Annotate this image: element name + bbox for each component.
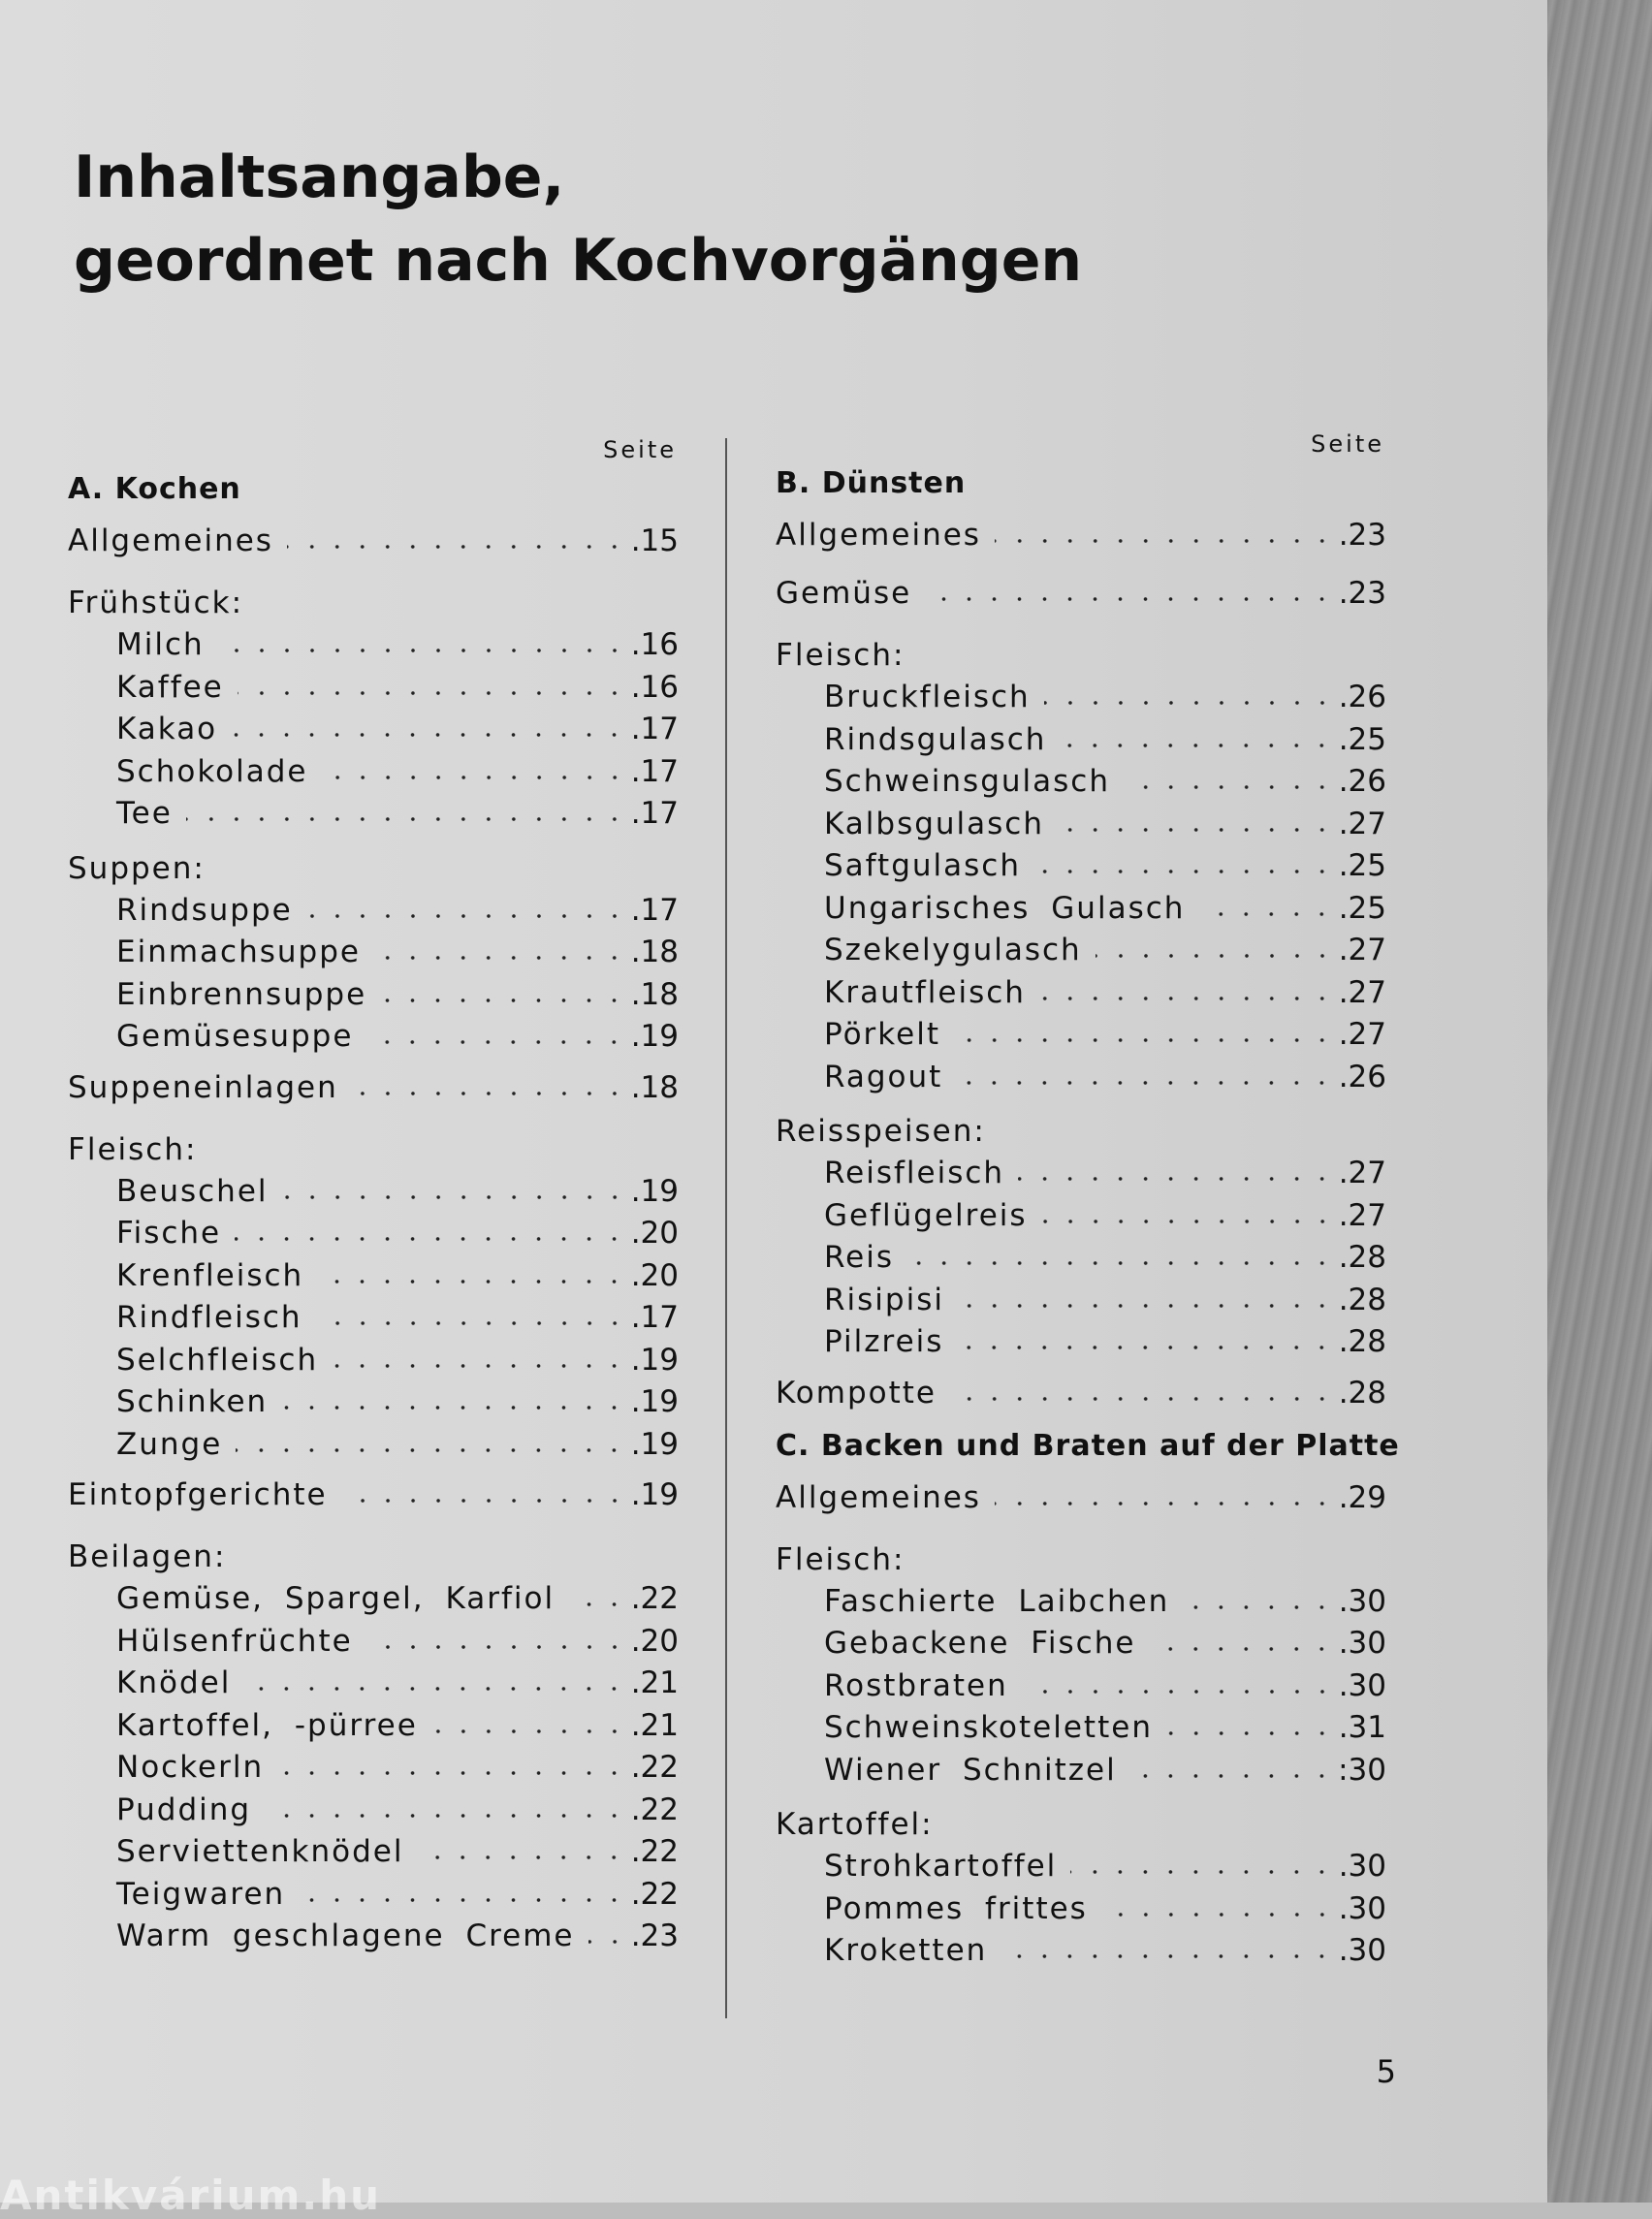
entry-page: .17 — [630, 892, 679, 928]
toc-entry — [776, 1014, 1386, 1057]
dot-leader — [1130, 1772, 1334, 1780]
dot-leader — [1058, 826, 1335, 834]
toc-entry — [68, 1297, 679, 1340]
dot-leader — [366, 1643, 627, 1651]
page-number: 5 — [1376, 2053, 1396, 2090]
toc-entry — [776, 677, 1386, 719]
entry-page: .26 — [1338, 1059, 1386, 1094]
entry-page: .22 — [630, 1834, 679, 1869]
entry-page: .20 — [630, 1623, 679, 1659]
entry-label: Teigwaren — [116, 1876, 286, 1912]
dot-leader — [306, 912, 627, 920]
toc-entry — [776, 719, 1386, 762]
entry-label: Pudding — [116, 1791, 252, 1827]
entry-page: .19 — [630, 1342, 679, 1378]
toc-group-reisspeisen — [776, 1110, 1386, 1364]
toc-entry — [68, 1213, 679, 1255]
entry-page: .17 — [630, 796, 679, 831]
entry-label: Suppeneinlagen — [68, 1069, 338, 1105]
dot-leader — [277, 1769, 627, 1777]
entry-label: Kompotte — [776, 1375, 937, 1411]
watermark: Antikvárium.hu — [0, 2171, 382, 2219]
entry-page: .22 — [630, 1581, 679, 1616]
entry-page: .30 — [1338, 1583, 1386, 1619]
toc-group-suppen — [68, 847, 679, 1059]
toc-entry — [776, 1237, 1386, 1280]
entry-label: Wiener Schnitzel — [824, 1752, 1117, 1788]
group-label: Reisspeisen: — [776, 1114, 986, 1149]
dot-leader — [954, 1036, 1335, 1044]
toc-group-fleisch — [776, 1538, 1386, 1792]
entry-label: Knödel — [116, 1665, 232, 1700]
toc-entry — [776, 972, 1386, 1015]
entry-label: Krautfleisch — [824, 974, 1026, 1010]
toc-entry — [776, 1469, 1386, 1527]
entry-label: Kaffee — [116, 669, 224, 705]
dot-leader — [231, 731, 627, 739]
entry-page: .19 — [630, 1019, 679, 1054]
entry-page: .25 — [1338, 848, 1386, 883]
entry-label: Allgemeines — [68, 523, 273, 558]
entry-page: .17 — [630, 1300, 679, 1335]
entry-label: Strohkartoffel — [824, 1849, 1058, 1884]
toc-entry — [776, 564, 1386, 622]
toc-entry — [68, 1255, 679, 1298]
toc-entry — [776, 1280, 1386, 1322]
group-label: Fleisch: — [776, 1541, 905, 1577]
table-surface — [1547, 0, 1652, 2203]
entry-label: Schokolade — [116, 753, 308, 789]
dot-leader — [235, 1235, 627, 1243]
entry-page: .26 — [1338, 680, 1386, 714]
dot-leader — [925, 595, 1335, 603]
entry-label: Saftgulasch — [824, 848, 1021, 883]
entry-label: Pommes frittes — [824, 1890, 1088, 1926]
dot-leader — [265, 1812, 627, 1820]
entry-label: Geflügelreis — [824, 1197, 1028, 1233]
toc-entry — [68, 1059, 679, 1117]
entry-label: Hülsenfrüchte — [116, 1623, 353, 1659]
entry-label: Gemüsesuppe — [116, 1019, 354, 1054]
entry-label: Szekelygulasch — [824, 933, 1082, 967]
toc-entry — [68, 512, 679, 570]
entry-page: :30 — [1338, 1752, 1386, 1788]
dot-leader — [1096, 952, 1335, 960]
toc-entry — [776, 888, 1386, 931]
entry-label: Rindsuppe — [116, 892, 293, 928]
entry-page: .20 — [630, 1216, 679, 1251]
entry-page: .29 — [1338, 1479, 1386, 1515]
entry-label: Eintopfgerichte — [68, 1477, 328, 1512]
group-label: Fleisch: — [68, 1131, 198, 1167]
entry-label: Pilzreis — [824, 1324, 944, 1359]
entry-page: .19 — [630, 1173, 679, 1209]
dot-leader — [317, 1278, 627, 1285]
entry-label: Zunge — [116, 1426, 223, 1462]
toc-entry — [776, 1665, 1386, 1708]
section-heading-c: C. Backen und Braten auf der Platte — [776, 1428, 1400, 1463]
toc-entry — [68, 974, 679, 1017]
dot-leader — [907, 1259, 1335, 1267]
entry-label: Kartoffel, -pürree — [116, 1707, 418, 1743]
dot-leader — [417, 1854, 626, 1861]
toc-entry — [68, 1916, 679, 1958]
left-column — [68, 434, 679, 1958]
entry-page: .18 — [630, 935, 679, 969]
entry-page: .30 — [1338, 1667, 1386, 1703]
toc-entry — [68, 1705, 679, 1748]
toc-entry — [776, 761, 1386, 804]
entry-label: Schinken — [116, 1384, 269, 1419]
entry-label: Warm geschlagene Creme — [116, 1918, 575, 1953]
entry-label: Rindfleisch — [116, 1300, 302, 1335]
entry-label: Gemüse, Spargel, Karfiol — [116, 1581, 556, 1616]
entry-page: .20 — [630, 1257, 679, 1293]
entry-page: .30 — [1338, 1890, 1386, 1926]
entry-page: .23 — [1338, 576, 1386, 611]
title-line-2: geordnet nach Kochvorgängen — [74, 227, 1083, 295]
entry-page: .22 — [630, 1750, 679, 1785]
dot-leader — [322, 774, 627, 781]
entry-label: Einmachsuppe — [116, 935, 361, 969]
toc-entry — [68, 709, 679, 751]
dot-leader — [1034, 868, 1335, 875]
toc-group-fleisch — [68, 1128, 679, 1467]
entry-page: .23 — [630, 1918, 679, 1953]
entry-page: .15 — [630, 523, 679, 558]
toc-entry — [68, 1831, 679, 1874]
toc-entry — [68, 1790, 679, 1832]
entry-label: Risipisi — [824, 1282, 944, 1317]
toc-group-fruehstueck — [68, 582, 679, 836]
dot-leader — [1198, 910, 1334, 918]
entry-page: .31 — [1338, 1710, 1386, 1745]
group-label: Fleisch: — [776, 638, 905, 673]
section-heading-b: B. Dünsten — [776, 466, 967, 500]
dot-leader — [244, 1685, 626, 1693]
toc-entry — [776, 1195, 1386, 1238]
toc-entry — [68, 932, 679, 974]
entry-label: Serviettenknödel — [116, 1834, 404, 1869]
toc-entry — [68, 1663, 679, 1705]
entry-page: .22 — [630, 1791, 679, 1827]
dot-leader — [236, 1446, 626, 1454]
entry-page: .18 — [630, 1069, 679, 1105]
toc-entry — [776, 804, 1386, 846]
toc-entry — [776, 1750, 1386, 1792]
dot-leader — [995, 1500, 1335, 1507]
page-title — [74, 136, 1082, 302]
entry-page: .27 — [1338, 1017, 1386, 1052]
toc-entry — [68, 793, 679, 836]
toc-entry — [68, 1340, 679, 1382]
toc-entry — [776, 1581, 1386, 1624]
entry-label: Fische — [116, 1216, 222, 1251]
toc-entry — [68, 1424, 679, 1467]
entry-page: .27 — [1338, 1197, 1386, 1233]
entry-label: Gemüse — [776, 576, 912, 611]
dot-leader — [958, 1302, 1335, 1310]
dot-leader — [186, 815, 627, 823]
dot-leader — [568, 1601, 627, 1608]
dot-leader — [956, 1079, 1334, 1087]
right-column — [776, 428, 1400, 1973]
dot-leader — [1060, 742, 1334, 749]
entry-label: Kalbsgulasch — [824, 806, 1044, 841]
entry-page: .19 — [630, 1477, 679, 1512]
page-column-label: Seite — [603, 436, 677, 463]
dot-leader — [431, 1728, 627, 1735]
entry-label: Schweinsgulasch — [824, 764, 1110, 799]
toc-entry — [776, 1364, 1386, 1422]
entry-label: Allgemeines — [776, 518, 981, 553]
entry-label: Rostbraten — [824, 1667, 1008, 1703]
toc-entry — [776, 845, 1386, 888]
toc-group-fleisch — [776, 634, 1386, 1098]
entry-page: .28 — [1338, 1324, 1386, 1359]
toc-entry — [68, 890, 679, 933]
entry-page: .21 — [630, 1665, 679, 1700]
toc-entry — [68, 667, 679, 710]
dot-leader — [1070, 1868, 1334, 1876]
group-label: Frühstück: — [68, 586, 244, 620]
toc-entry — [776, 1707, 1386, 1750]
entry-label: Ragout — [824, 1059, 943, 1094]
dot-leader — [1044, 699, 1335, 707]
entry-label: Einbrennsuppe — [116, 976, 367, 1012]
dot-leader — [366, 1038, 626, 1046]
toc-entry — [68, 1466, 679, 1524]
dot-leader — [995, 537, 1335, 545]
entry-page: .26 — [1338, 764, 1386, 799]
dot-leader — [1101, 1911, 1335, 1918]
group-label: Kartoffel: — [776, 1807, 934, 1842]
group-label: Suppen: — [68, 850, 206, 886]
dot-leader — [1022, 1688, 1335, 1696]
entry-label: Rindsgulasch — [824, 721, 1047, 757]
dot-leader — [1018, 1175, 1335, 1183]
entry-page: .25 — [1338, 721, 1386, 757]
dot-leader — [316, 1319, 627, 1327]
toc-group-kartoffel — [776, 1803, 1386, 1973]
dot-leader — [1183, 1603, 1334, 1611]
entry-label: Ungarisches Gulasch — [824, 890, 1186, 926]
group-label: Beilagen: — [68, 1539, 227, 1574]
entry-page: .27 — [1338, 933, 1386, 967]
dot-leader — [1166, 1729, 1335, 1737]
entry-page: .30 — [1338, 1933, 1386, 1968]
toc-group-beilagen — [68, 1536, 679, 1958]
section-heading-a: A. Kochen — [68, 472, 241, 506]
entry-label: Reisfleisch — [824, 1156, 1005, 1190]
dot-leader — [299, 1896, 627, 1904]
entry-label: Faschierte Laibchen — [824, 1583, 1170, 1619]
toc-entry — [776, 1930, 1386, 1973]
entry-page: .28 — [1338, 1282, 1386, 1317]
entry-label: Allgemeines — [776, 1479, 981, 1515]
entry-page: .28 — [1338, 1375, 1386, 1411]
entry-label: Selchfleisch — [116, 1342, 319, 1378]
entry-page: .17 — [630, 753, 679, 789]
toc-entry — [68, 1747, 679, 1790]
dot-leader — [238, 689, 627, 697]
dot-leader — [950, 1395, 1335, 1403]
entry-label: Pörkelt — [824, 1017, 940, 1052]
toc-entry — [68, 751, 679, 794]
toc-entry — [776, 1153, 1386, 1195]
dot-leader — [588, 1938, 627, 1946]
dot-leader — [282, 1193, 627, 1201]
dot-leader — [287, 543, 627, 551]
entry-page: .28 — [1338, 1240, 1386, 1275]
dot-leader — [957, 1344, 1334, 1351]
column-divider — [725, 438, 727, 2018]
dot-leader — [332, 1362, 627, 1370]
entry-label: Kroketten — [824, 1933, 988, 1968]
dot-leader — [1041, 1218, 1335, 1225]
dot-leader — [352, 1090, 627, 1097]
entry-label: Bruckfleisch — [824, 680, 1031, 714]
toc-entry — [776, 1888, 1386, 1931]
dot-leader — [1149, 1645, 1334, 1653]
entry-page: .22 — [630, 1876, 679, 1912]
dot-leader — [1039, 995, 1335, 1002]
entry-page: .27 — [1338, 1156, 1386, 1190]
entry-page: .21 — [630, 1707, 679, 1743]
entry-page: .25 — [1338, 890, 1386, 926]
dot-leader — [1124, 783, 1335, 791]
toc-entry — [776, 1321, 1386, 1364]
entry-page: .19 — [630, 1426, 679, 1462]
entry-page: .27 — [1338, 974, 1386, 1010]
toc-entry — [776, 1057, 1386, 1099]
dot-leader — [374, 954, 627, 962]
toc-entry — [776, 930, 1386, 972]
toc-entry — [68, 1578, 679, 1621]
toc-entry — [776, 506, 1386, 564]
title-line-1: Inhaltsangabe, — [74, 143, 565, 211]
entry-page: .19 — [630, 1384, 679, 1419]
entry-label: Milch — [116, 627, 205, 662]
page-column-label: Seite — [1311, 430, 1384, 458]
entry-page: .17 — [630, 712, 679, 746]
entry-label: Krenfleisch — [116, 1257, 304, 1293]
entry-label: Beuschel — [116, 1173, 269, 1209]
entry-label: Gebackene Fische — [824, 1626, 1136, 1661]
entry-label: Reis — [824, 1240, 894, 1275]
dot-leader — [218, 647, 627, 654]
toc-entry — [68, 1171, 679, 1214]
entry-label: Schweinskoteletten — [824, 1710, 1153, 1745]
toc-entry — [68, 1621, 679, 1664]
toc-entry — [68, 1016, 679, 1059]
toc-entry — [68, 1381, 679, 1424]
entry-page: .27 — [1338, 806, 1386, 841]
dot-leader — [281, 1404, 626, 1411]
dot-leader — [380, 997, 627, 1004]
dot-leader — [341, 1497, 627, 1505]
entry-page: .23 — [1338, 518, 1386, 553]
entry-page: .30 — [1338, 1849, 1386, 1884]
entry-label: Tee — [116, 796, 173, 831]
toc-entry — [68, 624, 679, 667]
entry-page: .16 — [630, 669, 679, 705]
entry-page: .30 — [1338, 1626, 1386, 1661]
entry-label: Kakao — [116, 712, 218, 746]
toc-entry — [68, 1874, 679, 1917]
toc-entry — [776, 1623, 1386, 1665]
entry-page: .18 — [630, 976, 679, 1012]
entry-label: Nockerln — [116, 1750, 265, 1785]
toc-entry — [776, 1846, 1386, 1888]
entry-page: .16 — [630, 627, 679, 662]
dot-leader — [1001, 1952, 1334, 1960]
